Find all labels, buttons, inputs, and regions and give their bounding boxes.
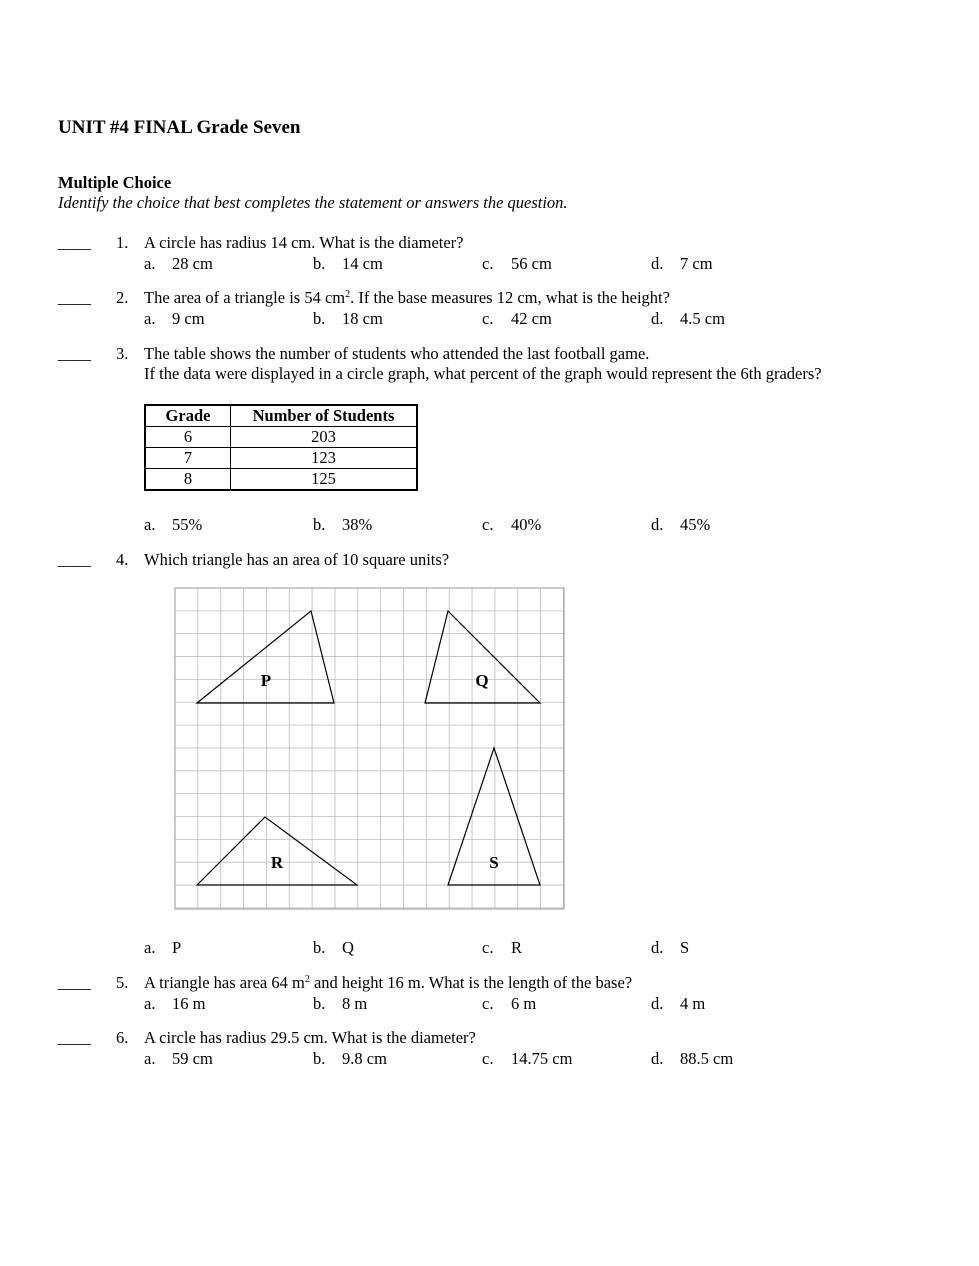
question-text: The area of a triangle is 54 $cm^2$. If the base measures 12 cm, what is the height? <box>144 288 670 307</box>
choice-a: 9 cm <box>172 309 205 328</box>
table-cell: 8 <box>145 469 231 491</box>
table-cell: 203 <box>231 427 418 448</box>
table-cell: 123 <box>231 448 418 469</box>
answer-blank[interactable]: ____ <box>58 288 91 307</box>
choice-letter-b: b. <box>313 309 326 328</box>
question-number: 3. <box>116 344 129 363</box>
choice-d: 45% <box>680 515 711 534</box>
choice-c: 40% <box>511 515 542 534</box>
triangle-label-r: R <box>270 853 284 872</box>
question-number: 5. <box>116 973 129 992</box>
answer-blank[interactable]: ____ <box>58 1028 91 1047</box>
table-row <box>145 448 417 469</box>
students-table <box>144 404 418 491</box>
section-heading: Multiple Choice <box>58 173 172 192</box>
choice-letter-b: b. <box>313 254 326 273</box>
question-text: A triangle has area 64 $m^2$ and height 16 m. What is the length of the base? <box>144 973 633 992</box>
choice-d: 4 m <box>680 994 706 1013</box>
choice-letter-d: d. <box>651 1049 664 1068</box>
instructions: Identify the choice that best completes the statement or answers the question. <box>58 193 568 212</box>
choice-b: 9.8 cm <box>342 1049 387 1068</box>
choice-b: 14 cm <box>342 254 383 273</box>
choice-letter-b: b. <box>313 1049 326 1068</box>
triangle-grid-figure <box>174 587 565 910</box>
answer-blank[interactable]: ____ <box>58 550 91 569</box>
choice-letter-c: c. <box>482 994 494 1013</box>
table-row <box>145 469 417 491</box>
choice-a: 59 cm <box>172 1049 213 1068</box>
choice-c: 42 cm <box>511 309 552 328</box>
triangle-label-s: S <box>489 853 499 872</box>
choice-letter-c: c. <box>482 1049 494 1068</box>
question-text: A circle has radius 29.5 cm. What is the diameter? <box>144 1028 476 1047</box>
question-text: Which triangle has an area of 10 square units? <box>144 550 450 569</box>
answer-blank[interactable]: ____ <box>58 973 91 992</box>
choice-c: 6 m <box>511 994 537 1013</box>
table-header-students: Number of Students <box>231 405 418 427</box>
choice-a: P <box>172 938 182 957</box>
choice-b: 8 m <box>342 994 368 1013</box>
choice-letter-c: c. <box>482 309 494 328</box>
question-text: A circle has radius 14 cm. What is the diameter? <box>144 233 464 252</box>
choice-d: 4.5 cm <box>680 309 725 328</box>
choice-letter-b: b. <box>313 994 326 1013</box>
choice-d: 7 cm <box>680 254 713 273</box>
question-number: 1. <box>116 233 129 252</box>
choice-letter-d: d. <box>651 309 664 328</box>
question-number: 4. <box>116 550 129 569</box>
table-cell: 125 <box>231 469 418 491</box>
choice-b: 38% <box>342 515 373 534</box>
answer-blank[interactable]: ____ <box>58 344 91 363</box>
question-number: 2. <box>116 288 129 307</box>
table-row <box>145 427 417 448</box>
choice-c: 56 cm <box>511 254 552 273</box>
choice-a: 55% <box>172 515 203 534</box>
choice-a: 16 m <box>172 994 206 1013</box>
triangle-label-p: P <box>260 671 272 690</box>
choice-c: 14.75 cm <box>511 1049 573 1068</box>
choice-c: R <box>511 938 523 957</box>
triangle-label-q: Q <box>475 671 489 690</box>
choice-letter-b: b. <box>313 938 326 957</box>
grid-border <box>175 588 564 909</box>
choice-letter-c: c. <box>482 254 494 273</box>
page-title: UNIT #4 FINAL Grade Seven <box>58 117 301 138</box>
choice-letter-b: b. <box>313 515 326 534</box>
choice-letter-a: a. <box>144 254 156 273</box>
table-header-grade: Grade <box>145 405 231 427</box>
choice-letter-a: a. <box>144 938 156 957</box>
grid-lines <box>175 588 564 909</box>
choice-letter-c: c. <box>482 938 494 957</box>
table-header-row <box>145 405 417 427</box>
choice-letter-d: d. <box>651 938 664 957</box>
choice-letter-d: d. <box>651 994 664 1013</box>
choice-b: 18 cm <box>342 309 383 328</box>
choice-letter-c: c. <box>482 515 494 534</box>
table-cell: 7 <box>145 448 231 469</box>
choice-letter-a: a. <box>144 1049 156 1068</box>
choice-letter-d: d. <box>651 254 664 273</box>
choice-letter-a: a. <box>144 309 156 328</box>
choice-letter-a: a. <box>144 515 156 534</box>
answer-blank[interactable]: ____ <box>58 233 91 252</box>
choice-b: Q <box>342 938 354 957</box>
table-cell: 6 <box>145 427 231 448</box>
question-text-line-2: If the data were displayed in a circle graph, what percent of the graph would represent the 6th graders? <box>144 364 822 383</box>
choice-d: 88.5 cm <box>680 1049 734 1068</box>
choice-letter-d: d. <box>651 515 664 534</box>
choice-d: S <box>680 938 690 957</box>
choice-a: 28 cm <box>172 254 213 273</box>
choice-letter-a: a. <box>144 994 156 1013</box>
question-number: 6. <box>116 1028 129 1047</box>
question-text-line-1: The table shows the number of students who attended the last football game. <box>144 344 650 363</box>
